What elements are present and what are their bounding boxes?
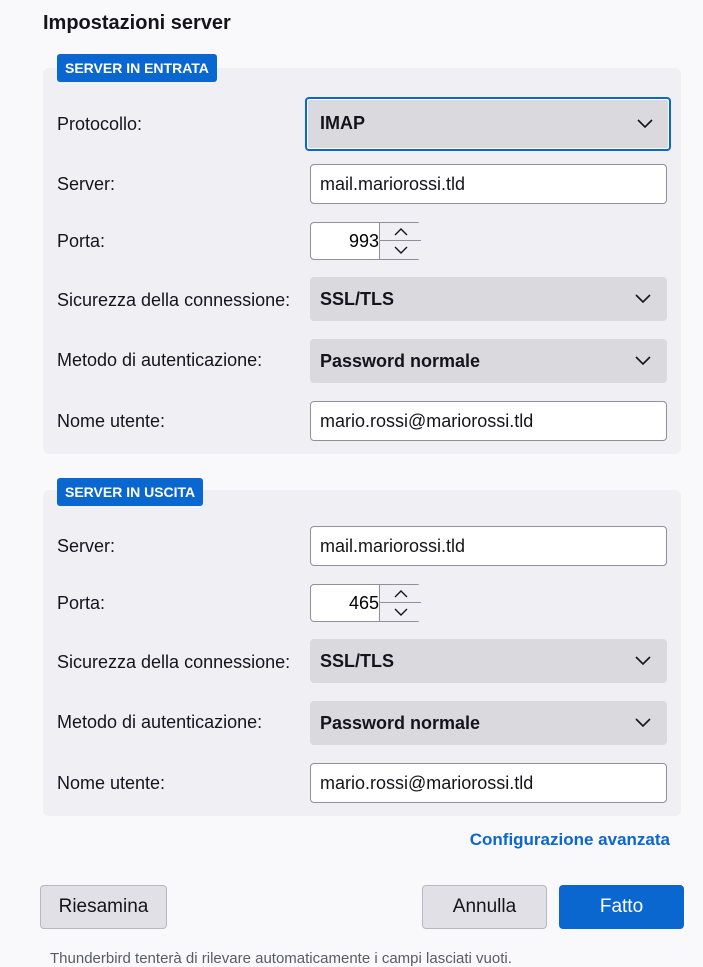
outgoing-security-label: Sicurezza della connessione:	[57, 652, 291, 672]
footer-hint: Thunderbird tenterà di rilevare automaticamente i campi lasciati vuoti.	[50, 950, 512, 967]
outgoing-port-input[interactable]	[311, 585, 379, 621]
chevron-down-icon	[635, 718, 651, 728]
incoming-auth-label: Metodo di autenticazione:	[57, 350, 263, 370]
port-decrement-button[interactable]	[380, 241, 421, 259]
chevron-down-icon	[394, 608, 408, 616]
incoming-protocol-select[interactable]	[305, 97, 671, 151]
chevron-up-icon	[394, 590, 408, 598]
outgoing-port-stepper[interactable]	[310, 584, 421, 622]
chevron-down-icon	[635, 356, 651, 366]
incoming-security-select[interactable]	[310, 277, 667, 321]
outgoing-server-legend: SERVER IN USCITA	[57, 478, 203, 506]
outgoing-auth-select[interactable]	[310, 701, 667, 745]
outgoing-security-value: SSL/TLS	[320, 651, 395, 671]
page-title: Impostazioni server	[43, 12, 231, 34]
incoming-security-value: SSL/TLS	[320, 289, 395, 309]
review-button[interactable]: Riesamina	[40, 885, 167, 929]
incoming-auth-select[interactable]	[310, 339, 667, 383]
incoming-username-input[interactable]	[310, 401, 667, 441]
incoming-port-label: Porta:	[57, 231, 106, 251]
outgoing-security-select[interactable]	[310, 639, 667, 683]
outgoing-auth-label: Metodo di autenticazione:	[57, 712, 263, 732]
cancel-button[interactable]: Annulla	[422, 885, 547, 929]
outgoing-username-input[interactable]	[310, 763, 667, 803]
incoming-username-label: Nome utente:	[57, 411, 166, 431]
port-decrement-button[interactable]	[380, 603, 421, 621]
incoming-protocol-value: IMAP	[320, 113, 365, 133]
incoming-server-input[interactable]	[310, 164, 667, 204]
chevron-down-icon	[394, 246, 408, 254]
port-increment-button[interactable]	[380, 585, 421, 603]
outgoing-server-label: Server:	[57, 536, 116, 556]
incoming-auth-value: Password normale	[320, 351, 481, 371]
outgoing-auth-value: Password normale	[320, 713, 481, 733]
incoming-server-label: Server:	[57, 174, 116, 194]
port-increment-button[interactable]	[380, 223, 421, 241]
outgoing-server-input[interactable]	[310, 526, 667, 566]
incoming-protocol-label: Protocollo:	[57, 114, 143, 134]
incoming-security-label: Sicurezza della connessione:	[57, 290, 291, 310]
chevron-down-icon	[637, 119, 653, 129]
chevron-down-icon	[635, 294, 651, 304]
chevron-down-icon	[635, 656, 651, 666]
chevron-up-icon	[394, 228, 408, 236]
advanced-config-link[interactable]: Configurazione avanzata	[469, 830, 670, 849]
incoming-port-input[interactable]	[311, 223, 379, 259]
outgoing-port-label: Porta:	[57, 593, 106, 613]
incoming-port-stepper[interactable]	[310, 222, 421, 260]
done-button[interactable]: Fatto	[559, 885, 684, 929]
incoming-server-legend: SERVER IN ENTRATA	[57, 54, 217, 82]
outgoing-username-label: Nome utente:	[57, 773, 166, 793]
